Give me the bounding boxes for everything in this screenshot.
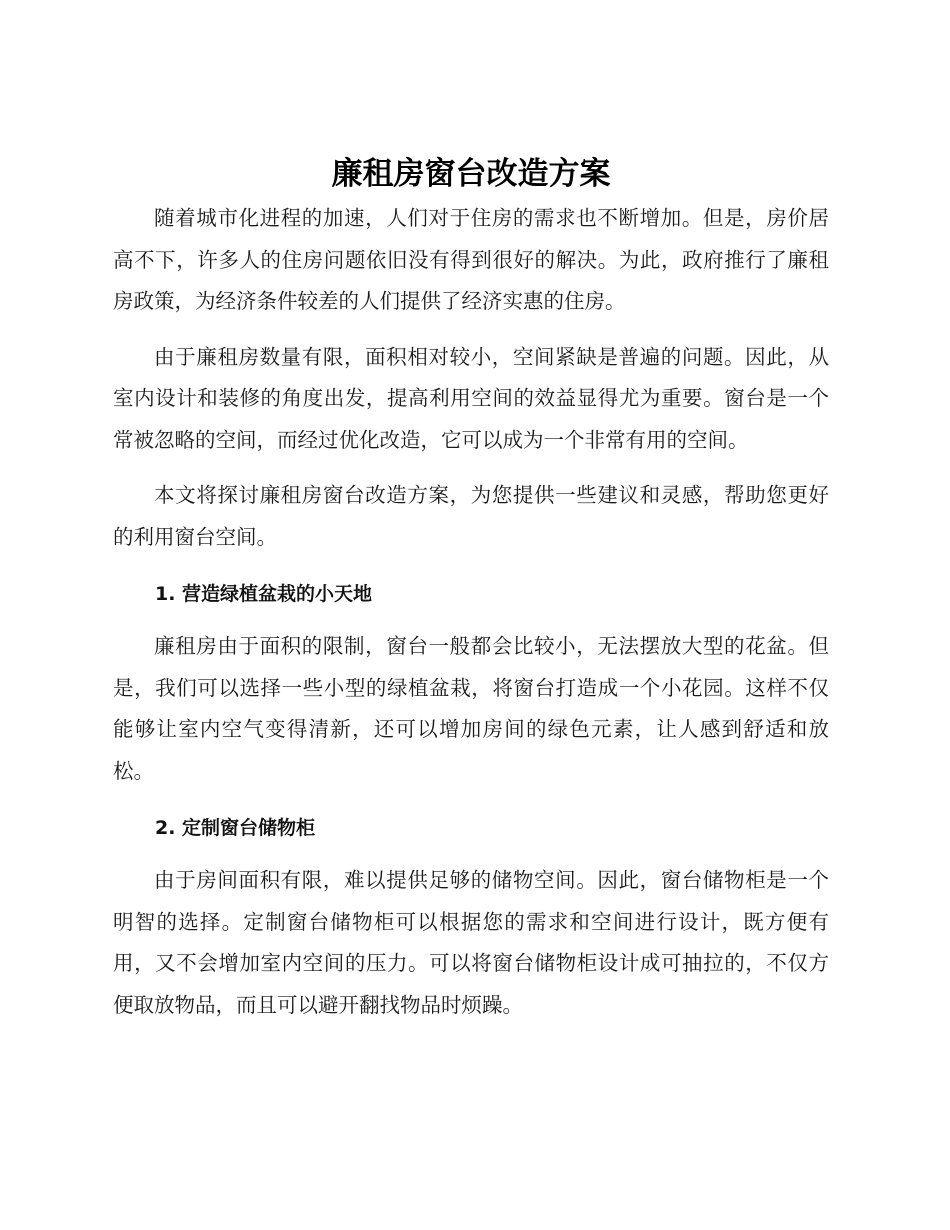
document-body [113,150,829,1040]
intro-paragraph-2: 由于廉租房数量有限，面积相对较小，空间紧缺是普遍的问题。因此，从室内设计和装修的角度出发，提高利用空间的效益显得尤为重要。窗台是一个常被忽略的空间，而经过优化改造，它可以成为一个非常有用的空间。 [113,344,829,452]
section-2-paragraph: 由于房间面积有限，难以提供足够的储物空间。因此，窗台储物柜是一个明智的选择。定制窗台储物柜可以根据您的需求和空间进行设计，既方便有用，又不会增加室内空间的压力。可以将窗台储物柜设计成可抽拉的，不仅方便取放物品，而且可以避开翻找物品时烦躁。 [113,868,829,1017]
section-1-paragraph: 廉租房由于面积的限制，窗台一般都会比较小，无法摆放大型的花盆。但是，我们可以选择一些小型的绿植盆栽，将窗台打造成一个小花园。这样不仅能够让室内空气变得清新，还可以增加房间的绿色元素，让人感到舒适和放松。 [113,634,829,783]
intro-paragraph-3: 本文将探讨廉租房窗台改造方案，为您提供一些建议和灵感，帮助您更好的利用窗台空间。 [113,483,829,549]
intro-paragraph-1: 随着城市化进程的加速，人们对于住房的需求也不断增加。但是，房价居高不下，许多人的住房问题依旧没有得到很好的解决。为此，政府推行了廉租房政策，为经济条件较差的人们提供了经济实惠的住房。 [113,206,829,313]
document-title: 廉租房窗台改造方案 [331,156,611,192]
section-heading-2: 2. 定制窗台储物柜 [155,817,316,839]
section-heading-1: 1. 营造绿植盆栽的小天地 [155,583,373,605]
